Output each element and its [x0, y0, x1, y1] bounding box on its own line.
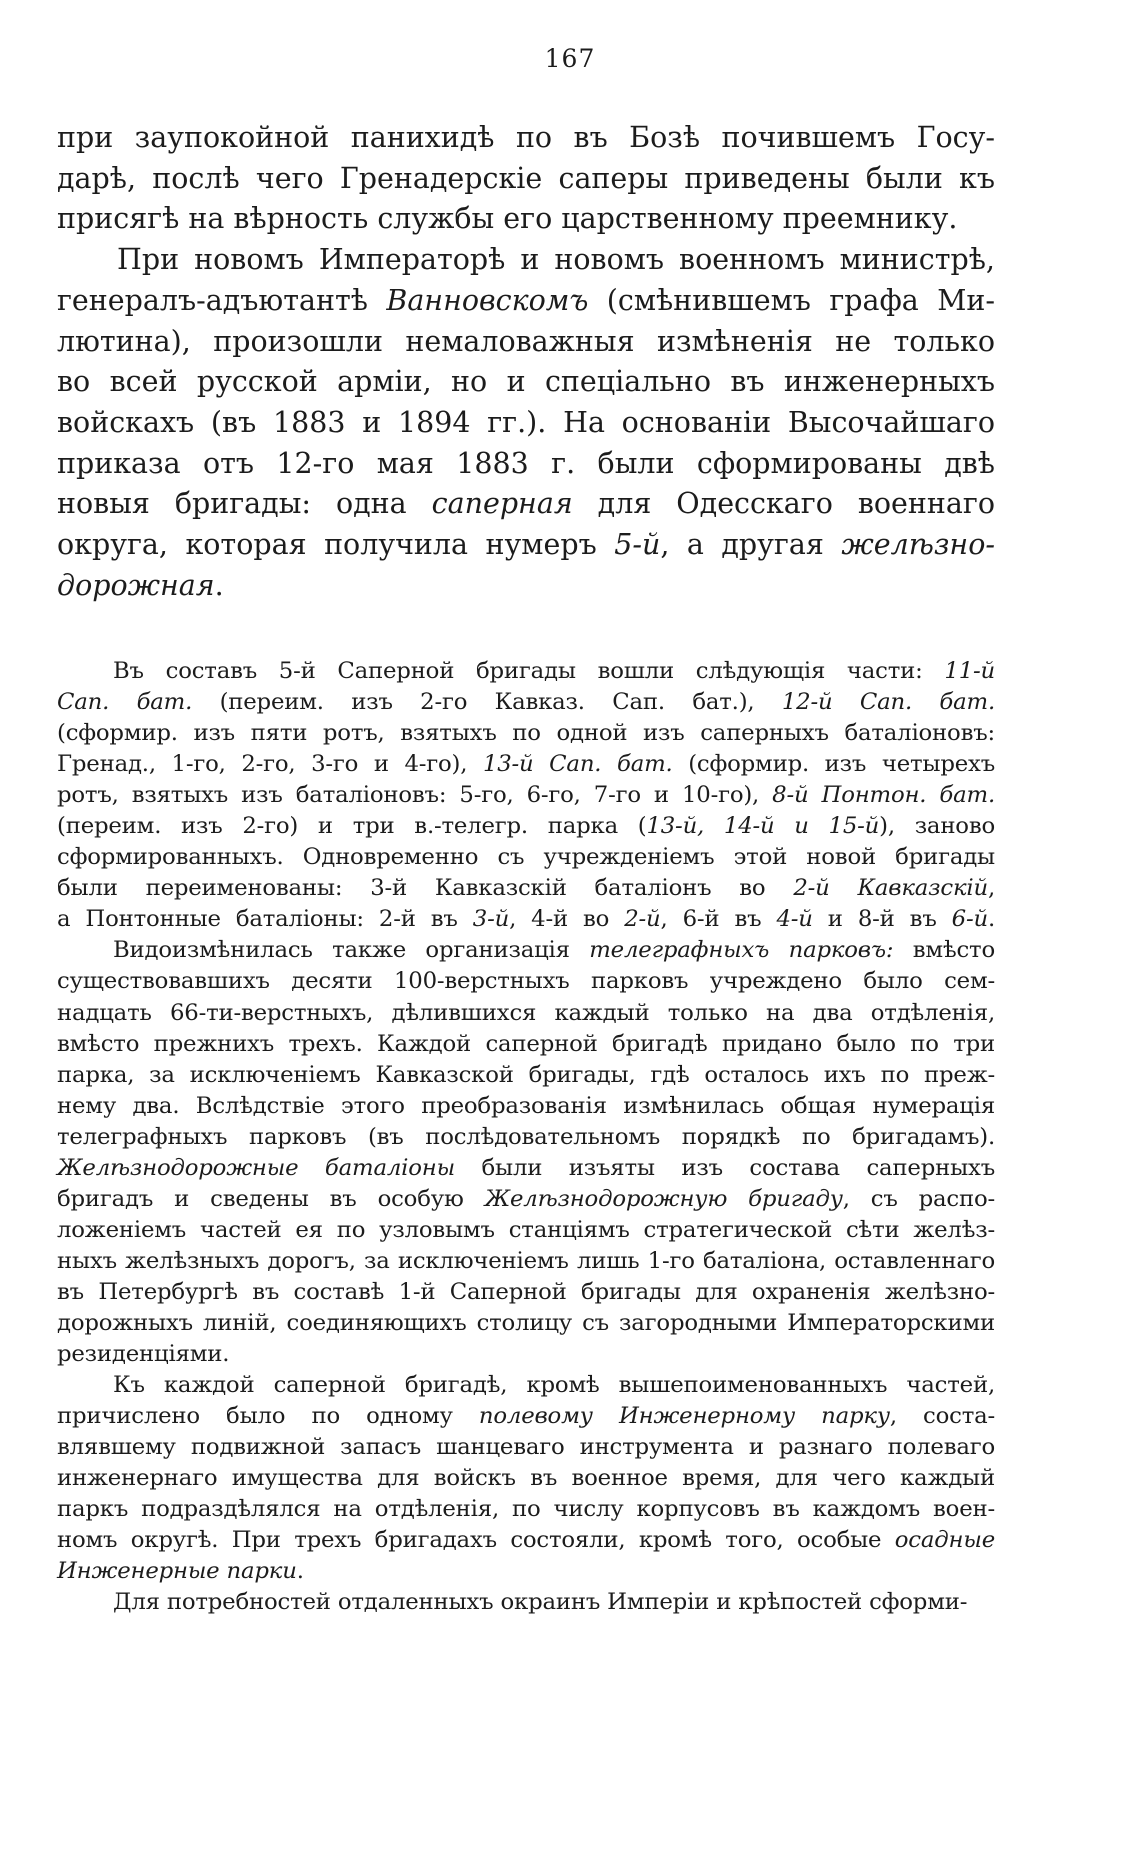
text-line: причислено было по одному полевому Инженерному парку, соста-	[57, 1403, 996, 1430]
emphasis: осадные	[894, 1527, 995, 1554]
emphasis: Желѣзнодорожную бригаду	[484, 1185, 843, 1212]
emphasis: Сап. бат.	[57, 689, 193, 716]
text-line: влявшему подвижной запасъ шанцеваго инструмента и разнаго полеваго	[57, 1434, 995, 1461]
text-line: во всей русской арміи, но и спеціально въ инженерныхъ	[57, 365, 995, 399]
text-line: ныхъ желѣзныхъ дорогъ, за исключеніемъ лишь 1-го баталіона, оставленнаго	[57, 1247, 995, 1274]
text-line: бригадъ и сведены въ особую Желѣзнодорожную бригаду, съ распо-	[57, 1185, 996, 1212]
text-line: лютина), произошли немаловажныя измѣненія не только	[57, 324, 995, 358]
text-line: новыя бригады: одна саперная для Одесскаго военнаго	[57, 487, 995, 521]
text-line: (сформир. изъ пяти ротъ, взятыхъ по одной изъ саперныхъ баталіоновъ:	[57, 720, 995, 747]
text-line: надцать 66-ти-верстныхъ, дѣлившихся каждый только на два отдѣленія,	[57, 999, 995, 1026]
emphasis: 6-й	[951, 906, 988, 933]
text-line: а Понтонные баталіоны: 2-й въ 3-й, 4-й во 2-й, 6-й въ 4-й и 8-й въ 6-й.	[57, 906, 996, 933]
emphasis: дорожная	[57, 568, 215, 602]
emphasis: 13-й, 14-й и 15-й	[646, 813, 880, 840]
page-number: 167	[544, 44, 596, 73]
emphasis: 11-й	[944, 658, 995, 684]
text-line: При новомъ Императорѣ и новомъ военномъ министрѣ,	[117, 243, 995, 277]
text-line: существовавшихъ десяти 100-верстныхъ парковъ учреждено было сем-	[57, 968, 995, 995]
text-line: парка, за исключеніемъ Кавказской бригады, гдѣ осталось ихъ по преж-	[57, 1061, 995, 1088]
emphasis: 5-й	[614, 528, 661, 562]
emphasis: 2-й	[624, 906, 661, 933]
emphasis: 2-й Кавказскій	[793, 875, 988, 902]
text-line: инженернаго имущества для войскъ въ военное время, для чего каждый	[57, 1465, 995, 1492]
emphasis: Желѣзнодорожные баталіоны	[57, 1154, 455, 1181]
text-line: Видоизмѣнилась также организація телеграфныхъ парковъ: вмѣсто	[113, 937, 995, 964]
text-line: сформированныхъ. Одновременно съ учрежденіемъ этой новой бригады	[57, 844, 995, 871]
text-line: войскахъ (въ 1883 и 1894 гг.). На основаніи Высочайшаго	[57, 405, 995, 439]
text-line: въ Петербургѣ въ составѣ 1-й Саперной бригады для охраненія желѣзно-	[57, 1278, 995, 1305]
emphasis: телеграфныхъ парковъ:	[589, 937, 894, 964]
text-line: округа, которая получила нумеръ 5-й, а другая желѣзно-	[57, 528, 995, 562]
text-line: нему два. Вслѣдствіе этого преобразованія измѣнилась общая нумерація	[57, 1092, 995, 1119]
text-line: Инженерные парки.	[57, 1558, 304, 1585]
text-line: телеграфныхъ парковъ (въ послѣдовательномъ порядкѣ по бригадамъ).	[57, 1123, 995, 1150]
text-line: Гренад., 1-го, 2-го, 3-го и 4-го), 13-й Сап. бат. (сформир. изъ четырехъ	[57, 751, 996, 778]
text-line: дарѣ, послѣ чего Гренадерскіе саперы приведены были къ	[57, 161, 995, 195]
text-line: были переименованы: 3-й Кавказскій баталіонъ во 2-й Кавказскій,	[57, 875, 995, 902]
emphasis: желѣзно-	[841, 528, 995, 562]
text-line: Для потребностей отдаленныхъ окраинъ Имперіи и крѣпостей сформи-	[113, 1589, 968, 1616]
emphasis: саперная	[431, 487, 573, 521]
emphasis: 3-й	[472, 906, 510, 933]
text-line: Сап. бат. (переим. изъ 2-го Кавказ. Сап. бат.), 12-й Сап. бат.	[57, 689, 996, 716]
emphasis: Ванновскомъ	[386, 283, 589, 317]
main-paragraphs	[57, 118, 995, 606]
text-line: (переим. изъ 2-го) и три в.-телегр. парка (13-й, 14-й и 15-й), заново	[57, 813, 995, 840]
text-line: генералъ-адъютантѣ Ванновскомъ (смѣнившемъ графа Ми-	[57, 283, 996, 317]
text-line: Къ каждой саперной бригадѣ, кромѣ вышепоименованныхъ частей,	[113, 1372, 995, 1399]
emphasis: полевому Инженерному парку	[478, 1403, 890, 1430]
emphasis: 13-й Сап. бат.	[482, 751, 673, 778]
text-line: присягѣ на вѣрность службы его царственному преемнику.	[57, 202, 958, 236]
small-print-section	[57, 656, 995, 1618]
text-line: ложеніемъ частей ея по узловымъ станціямъ стратегической сѣти желѣз-	[57, 1216, 995, 1243]
emphasis: Инженерные парки	[57, 1558, 297, 1585]
text-line: дорожная.	[57, 568, 224, 602]
text-line: ротъ, взятыхъ изъ баталіоновъ: 5-го, 6-го, 7-го и 10-го), 8-й Понтон. бат.	[57, 782, 995, 809]
emphasis: 4-й	[776, 906, 813, 933]
text-line: приказа отъ 12-го мая 1883 г. были сформированы двѣ	[57, 446, 995, 480]
text-line: Желѣзнодорожные баталіоны были изъяты изъ состава саперныхъ	[57, 1154, 995, 1181]
text-line: Въ составъ 5-й Саперной бригады вошли слѣдующія части: 11-й	[113, 658, 995, 684]
text-line: при заупокойной панихидѣ по въ Бозѣ почившемъ Госу-	[57, 121, 995, 154]
text-line: паркъ подраздѣлялся на отдѣленія, по числу корпусовъ въ каждомъ воен-	[57, 1496, 995, 1523]
text-line: номъ округѣ. При трехъ бригадахъ состояли, кромѣ того, особые осадные	[57, 1527, 995, 1554]
text-line: резиденціями.	[57, 1341, 230, 1368]
emphasis: 12-й Сап. бат.	[781, 689, 996, 716]
emphasis: 8-й Понтон. бат.	[772, 782, 995, 809]
text-line: вмѣсто прежнихъ трехъ. Каждой саперной бригадѣ придано было по три	[57, 1030, 995, 1057]
text-line: дорожныхъ линій, соединяющихъ столицу съ загородными Императорскими	[57, 1309, 995, 1336]
